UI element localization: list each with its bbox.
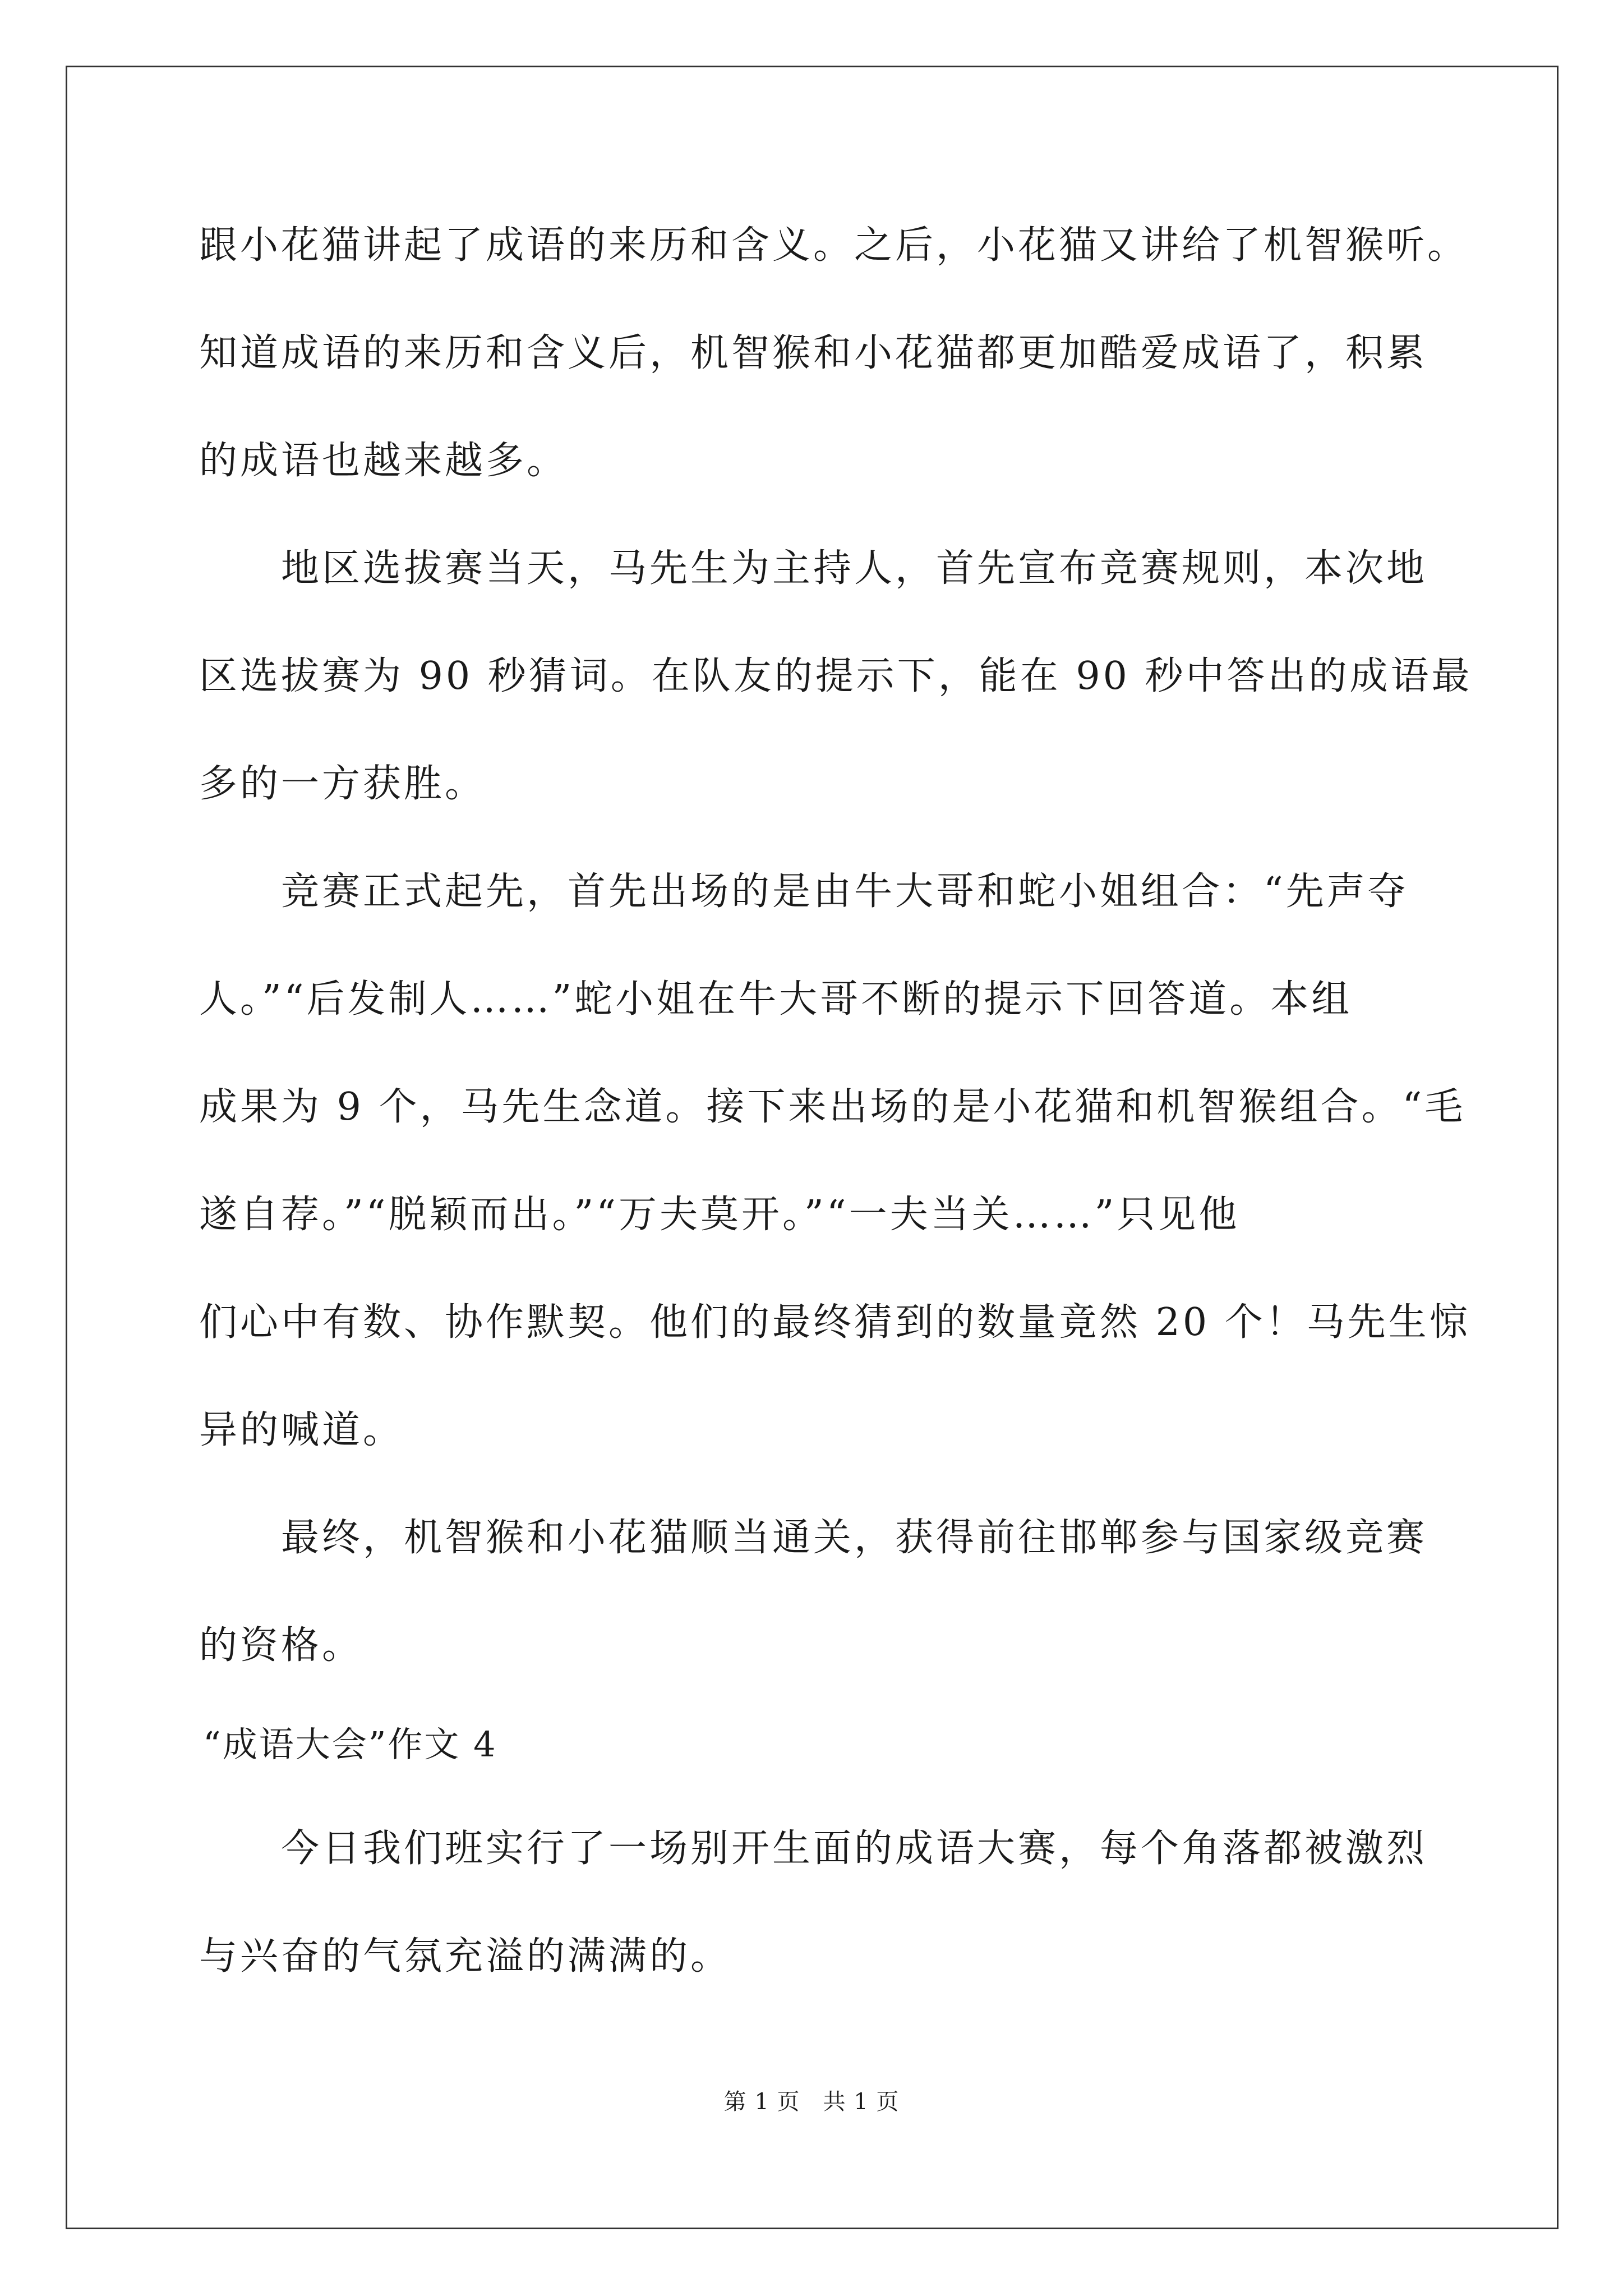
text-line: 竞赛正式起先，首先出场的是由牛大哥和蛇小姐组合：“先声夺 [199, 869, 1409, 914]
text-line: 成果为 9 个，马先生念道。接下来出场的是小花猫和机智猴组合。“毛 [199, 1085, 1466, 1129]
text-line: 的资格。 [199, 1623, 363, 1668]
text-line: 异的喊道。 [199, 1408, 404, 1452]
text-line: 今日我们班实行了一场别开生面的成语大赛，每个角落都被激烈 [199, 1826, 1428, 1871]
text-line: 最终，机智猴和小花猫顺当通关，获得前往邯郸参与国家级竞赛 [199, 1516, 1428, 1560]
text-line: 区选拔赛为 90 秒猜词。在队友的提示下，能在 90 秒中答出的成语最 [199, 654, 1473, 698]
essay-heading: “成语大会”作文 4 [203, 1724, 497, 1765]
text-line: 多的一方获胜。 [199, 762, 486, 806]
text-line: 遂自荐。”“脱颖而出。”“万夫莫开。”“一夫当关……”只见他 [199, 1193, 1240, 1237]
page-number-footer: 第 1 页 共 1 页 [723, 2089, 900, 2115]
text-line: 的成语也越来越多。 [199, 439, 568, 483]
text-line: 与兴奋的气氛充溢的满满的。 [199, 1934, 732, 1978]
text-line: 知道成语的来历和含义后，机智猴和小花猫都更加酷爱成语了，积累 [199, 331, 1428, 375]
text-line: 们心中有数、协作默契。他们的最终猜到的数量竟然 20 个！马先生惊 [199, 1300, 1470, 1345]
page-border [66, 66, 1559, 2229]
text-line: 跟小花猫讲起了成语的来历和含义。之后，小花猫又讲给了机智猴听。 [199, 223, 1469, 268]
text-line: 地区选拔赛当天，马先生为主持人，首先宣布竞赛规则，本次地 [199, 546, 1428, 591]
text-line: 人。”“后发制人……”蛇小姐在牛大哥不断的提示下回答道。本组 [199, 977, 1353, 1022]
